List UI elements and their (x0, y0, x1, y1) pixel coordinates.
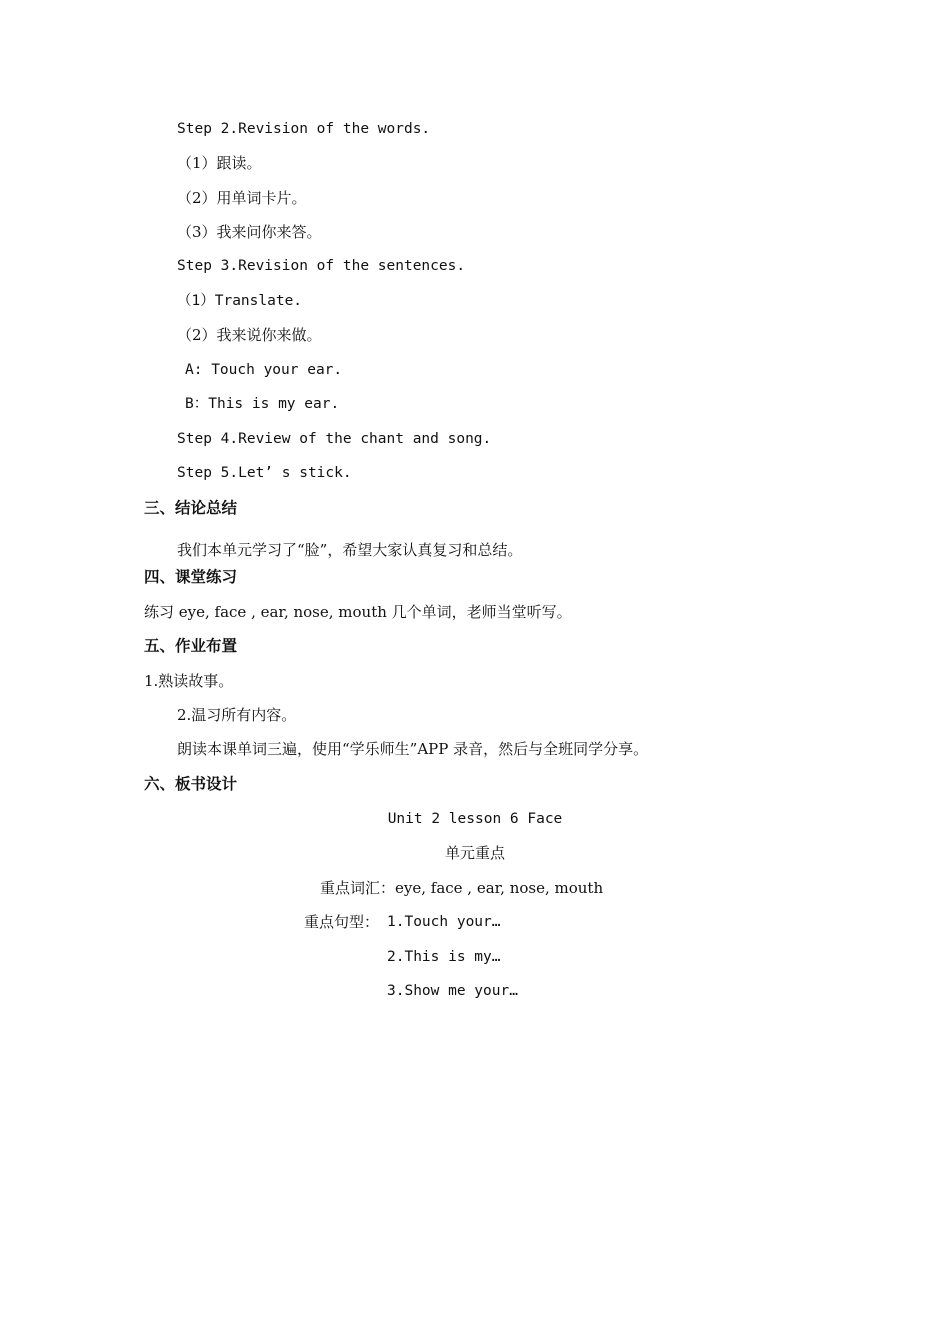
board-pattern-2: 2.This is my… (387, 949, 501, 965)
section3-text: 我们本单元学习了“脸”，希望大家认真复习和总结。 (177, 541, 523, 559)
homework-item-1: 1.熟读故事。 (144, 672, 234, 690)
dialog-line-a: A: Touch your ear. (185, 362, 343, 378)
board-pattern-3: 3.Show me your… (387, 983, 518, 999)
step3-title: Step 3.Revision of the sentences. (177, 258, 466, 274)
board-pattern-1: 1.Touch your… (387, 914, 501, 930)
step4-title: Step 4.Review of the chant and song. (177, 431, 492, 447)
section5-heading: 五、作业布置 (144, 637, 238, 655)
section4-text: 练习 eye, face , ear, nose, mouth 几个单词，老师当堂听写。 (144, 603, 572, 621)
board-title: Unit 2 lesson 6 Face (387, 811, 563, 827)
section6-heading: 六、板书设计 (144, 775, 238, 793)
section4-heading: 四、课堂练习 (144, 568, 238, 586)
step3-item-1: （1）Translate. (177, 293, 303, 309)
homework-extra: 朗读本课单词三遍，使用“学乐师生”APP 录音，然后与全班同学分享。 (177, 740, 649, 758)
step2-item-3: （3）我来问你来答。 (177, 223, 322, 241)
board-patterns-label: 重点句型： (304, 913, 380, 931)
step2-title: Step 2.Revision of the words. (177, 121, 431, 137)
step2-item-1: （1）跟读。 (177, 154, 262, 172)
step3-item-2: （2）我来说你来做。 (177, 326, 322, 344)
board-subtitle: 单元重点 (444, 844, 505, 862)
board-vocab: 重点词汇：eye, face , ear, nose, mouth (320, 879, 604, 897)
section3-heading: 三、结论总结 (144, 499, 238, 517)
homework-item-2: 2.温习所有内容。 (177, 706, 297, 724)
step2-item-2: （2）用单词卡片。 (177, 189, 307, 207)
dialog-line-b: B：This is my ear. (185, 396, 340, 412)
step5-title: Step 5.Let’ s stick. (177, 465, 352, 481)
